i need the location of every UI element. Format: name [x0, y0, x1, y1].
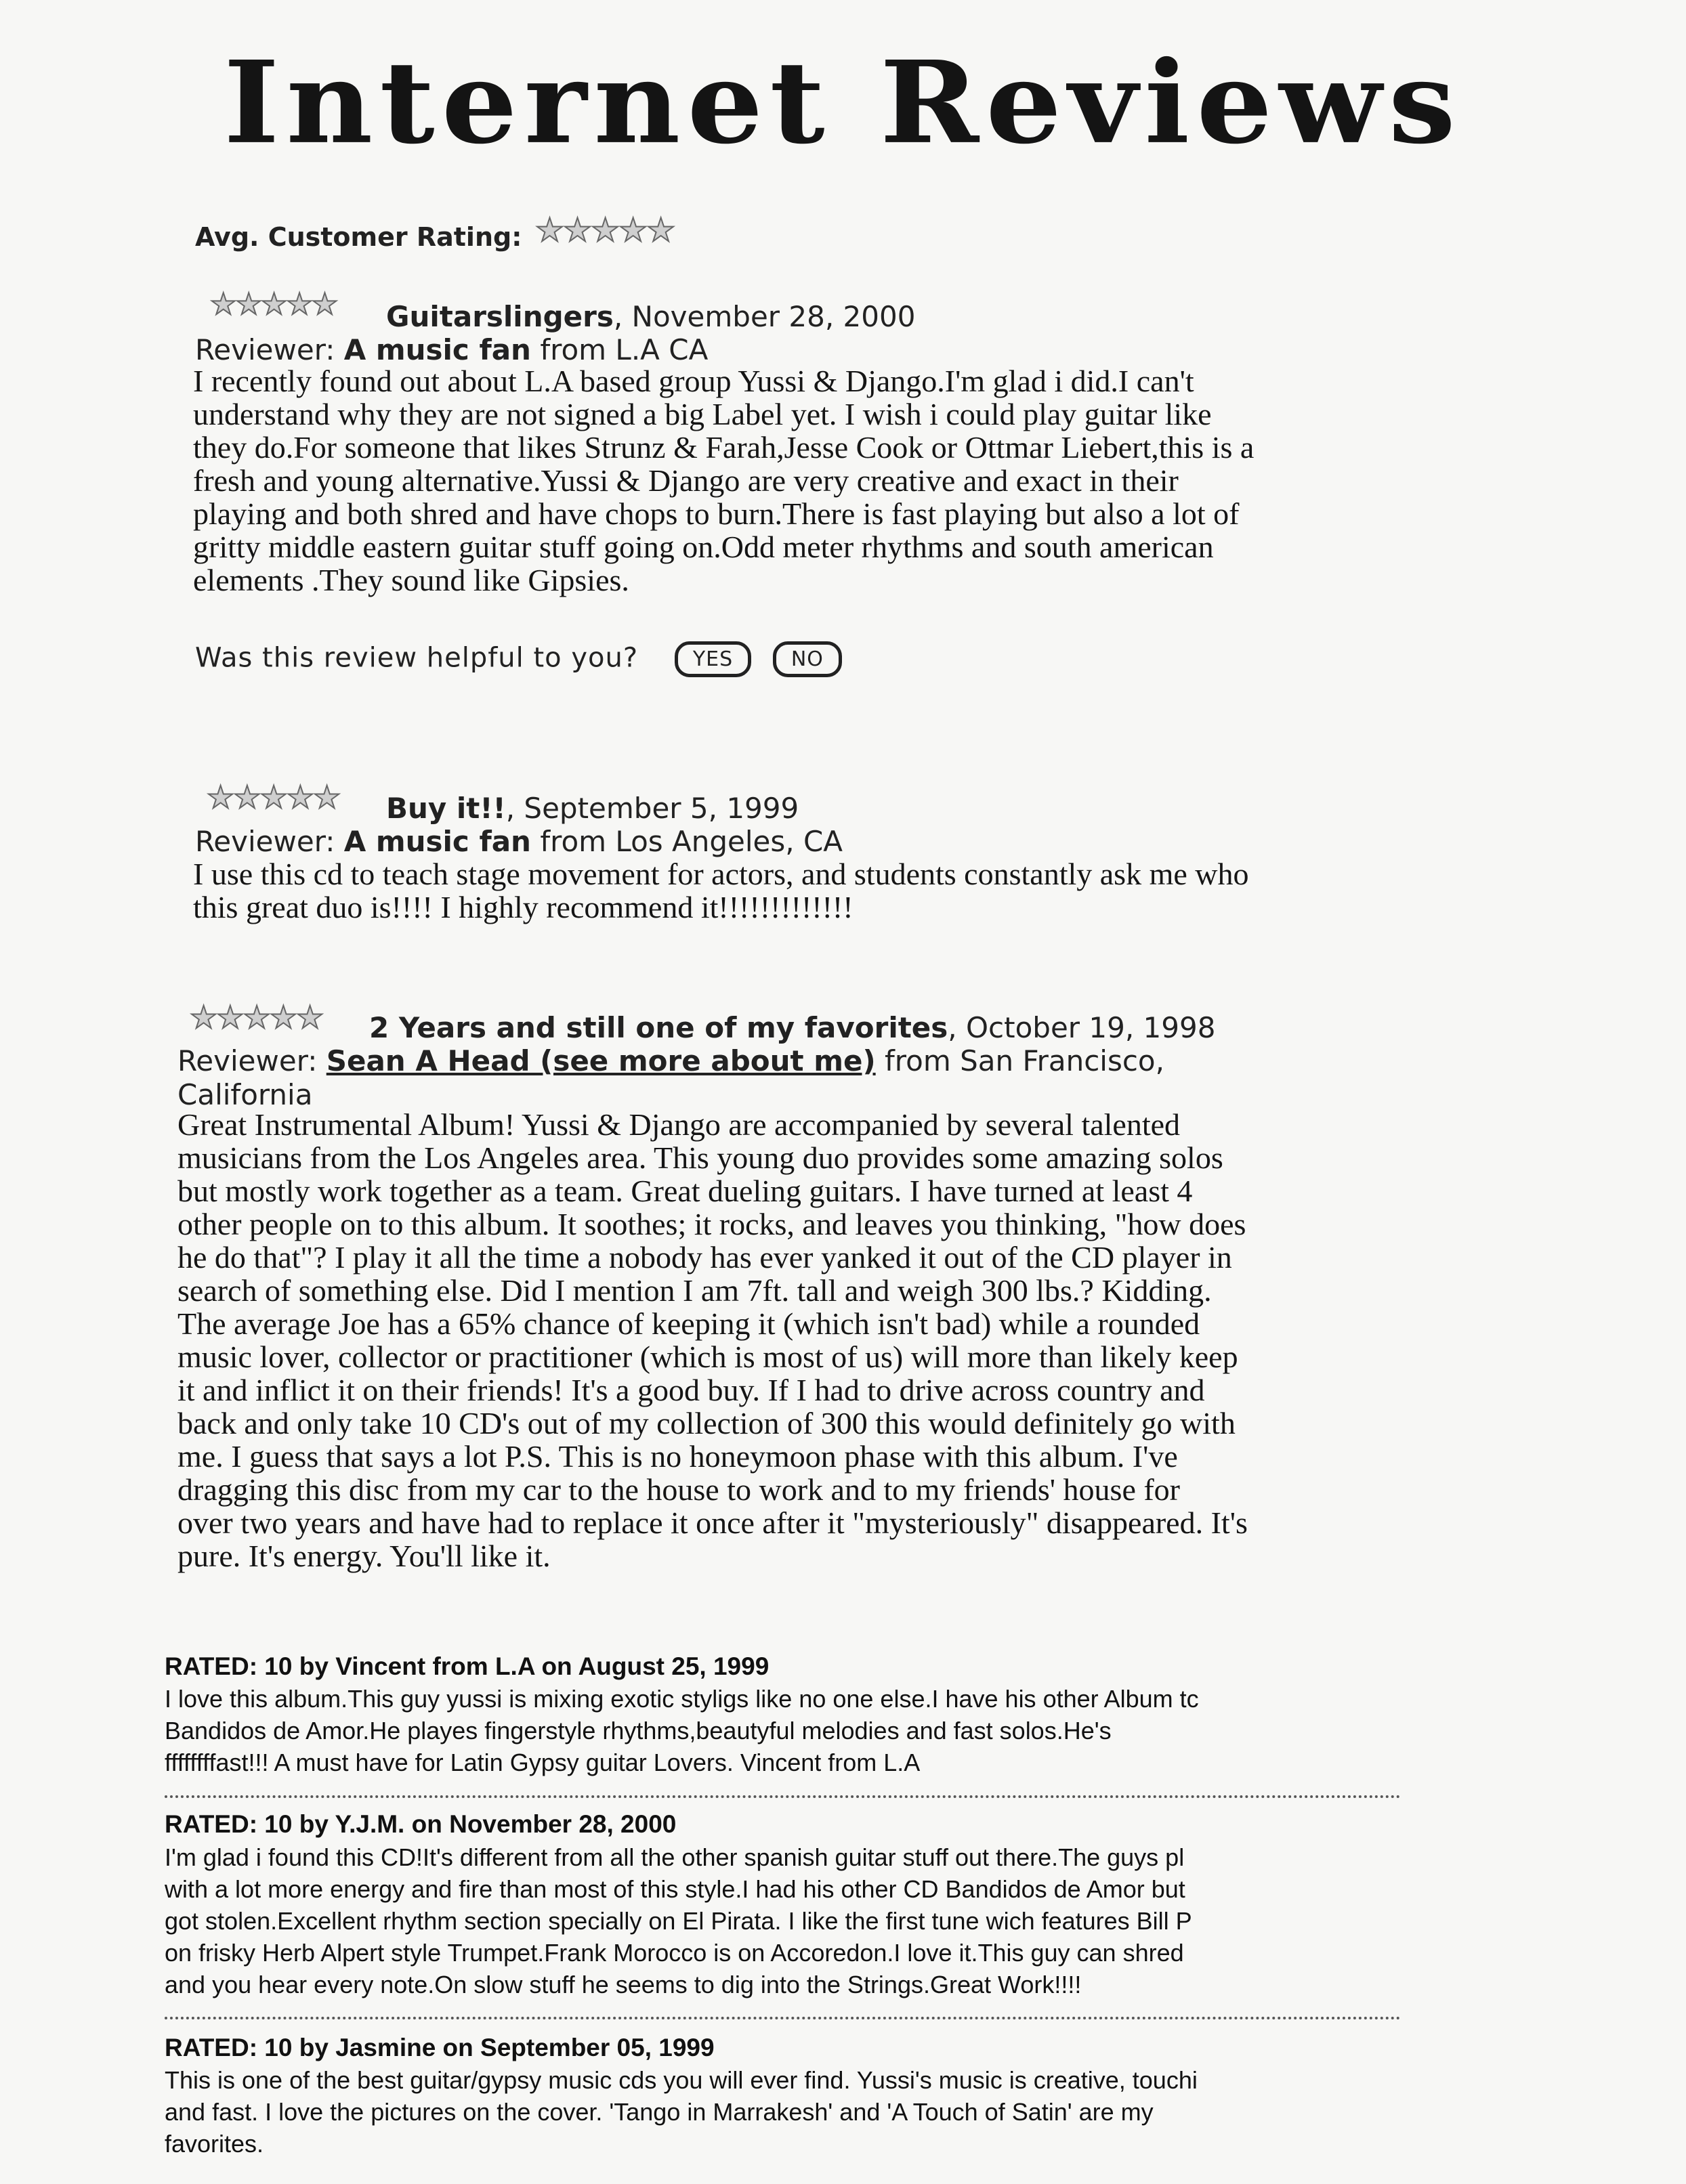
reviewer-name: A music fan: [343, 825, 531, 858]
review-2-date: , September 5, 1999: [505, 792, 799, 825]
body-line: I love this album.This guy yussi is mixing exotic styligs like no one else.I have his other Album tc: [165, 1685, 1199, 1713]
review-2-title: Buy it!!: [386, 792, 506, 825]
helpful-row: [195, 641, 842, 677]
body-line: got stolen.Excellent rhythm section specially on El Pirata. I like the first tune wich features Bill P: [165, 1907, 1192, 1935]
review-1-date: , November 28, 2000: [613, 300, 916, 333]
review-3-body: [177, 1108, 1248, 1572]
body-line: I'm glad i found this CD!It's different from all the other spanish guitar stuff out there.The guys pl: [165, 1843, 1185, 1871]
body-line: Great Instrumental Album! Yussi & Django are accompanied by several talented: [177, 1107, 1181, 1142]
helpful-yes-button[interactable]: YES: [675, 641, 751, 677]
reviewer-prefix: Reviewer:: [177, 1044, 318, 1077]
reviewer-name-link[interactable]: Sean A Head (see more about me): [326, 1044, 876, 1077]
review-3-stars-icon: ★★★★★: [190, 999, 323, 1035]
rated-2-heading: RATED: 10 by Y.J.M. on November 28, 2000: [165, 1810, 677, 1838]
avg-rating-label: Avg. Customer Rating:: [195, 222, 522, 252]
body-line: it and inflict it on their friends! It's a good buy. If I had to drive across country and: [177, 1373, 1205, 1407]
body-line: search of something else. Did I mention I am 7ft. tall and weigh 300 lbs.? Kidding.: [177, 1273, 1212, 1308]
body-line: pure. It's energy. You'll like it.: [177, 1539, 551, 1573]
body-line: elements .They sound like Gipsies.: [193, 563, 629, 597]
review-3-reviewer: [177, 1044, 1164, 1077]
body-line: Bandidos de Amor.He playes fingerstyle rhythms,beautyful melodies and fast solos.He's: [165, 1717, 1112, 1744]
body-line: other people on to this album. It soothes; it rocks, and leaves you thinking, "how does: [177, 1207, 1246, 1241]
body-line: I recently found out about L.A based group Yussi & Django.I'm glad i did.I can't: [193, 364, 1194, 398]
review-1-body: [193, 364, 1254, 597]
review-3-reviewer-from-2: California: [177, 1078, 313, 1111]
divider: [165, 2017, 1401, 2019]
avg-rating-stars-icon: ★★★★★: [535, 211, 675, 249]
body-line: back and only take 10 CD's out of my collection of 300 this would definitely go with: [177, 1406, 1236, 1440]
body-line: musicians from the Los Angeles area. This young duo provides some amazing solos: [177, 1140, 1223, 1175]
body-line: ffffffffast!!! A must have for Latin Gypsy guitar Lovers. Vincent from L.A: [165, 1749, 921, 1776]
body-line: this great duo is!!!! I highly recommend it!!!!!!!!!!!!!: [193, 890, 853, 924]
rated-2-body: [165, 1841, 1401, 2000]
review-1-stars-icon: ★★★★★: [210, 287, 337, 322]
reviewer-from: from San Francisco,: [885, 1044, 1164, 1077]
reviewer-from: from Los Angeles, CA: [540, 825, 843, 858]
helpful-question: Was this review helpful to you?: [195, 642, 639, 674]
body-line: music lover, collector or practitioner (which is most of us) will more than likely keep: [177, 1340, 1238, 1374]
body-line: playing and both shred and have chops to burn.There is fast playing but also a lot of: [193, 496, 1240, 531]
rated-1-heading: RATED: 10 by Vincent from L.A on August 25, 1999: [165, 1652, 770, 1680]
review-2-reviewer: [195, 825, 843, 858]
reviewer-from: from L.A CA: [540, 333, 709, 366]
review-1-title: Guitarslingers: [386, 300, 614, 333]
body-line: he do that"? I play it all the time a nobody has ever yanked it out of the CD player in: [177, 1240, 1232, 1275]
body-line: understand why they are not signed a big Label yet. I wish i could play guitar like: [193, 397, 1212, 431]
review-3-title: 2 Years and still one of my favorites: [369, 1011, 948, 1044]
rated-3-heading: RATED: 10 by Jasmine on September 05, 1999: [165, 2034, 715, 2061]
reviewer-prefix: Reviewer:: [195, 825, 335, 858]
body-line: with a lot more energy and fire than most of this style.I had his other CD Bandidos de Amor but: [165, 1875, 1185, 1903]
rated-3-body: [165, 2064, 1401, 2160]
body-line: gritty middle eastern guitar stuff going on.Odd meter rhythms and south american: [193, 530, 1214, 564]
divider: [165, 1795, 1401, 1798]
body-line: fresh and young alternative.Yussi & Django are very creative and exact in their: [193, 463, 1179, 498]
review-2-header: [386, 792, 799, 825]
rated-1-body: [165, 1683, 1401, 1778]
body-line: favorites.: [165, 2130, 264, 2158]
page-title: Internet Reviews: [224, 36, 1462, 169]
reviewer-name: A music fan: [343, 333, 531, 366]
body-line: I use this cd to teach stage movement for actors, and students constantly ask me who: [193, 857, 1249, 891]
review-1-reviewer: [195, 333, 708, 366]
body-line: they do.For someone that likes Strunz & Farah,Jesse Cook or Ottmar Liebert,this is a: [193, 430, 1255, 465]
review-3-date: , October 19, 1998: [948, 1011, 1216, 1044]
body-line: on frisky Herb Alpert style Trumpet.Frank Morocco is on Accoredon.I love it.This guy can shred: [165, 1939, 1184, 1967]
body-line: over two years and have had to replace it once after it "mysteriously" disappeared. It's: [177, 1505, 1248, 1540]
body-line: dragging this disc from my car to the house to work and to my friends' house for: [177, 1472, 1180, 1507]
helpful-no-button[interactable]: NO: [773, 641, 842, 677]
body-line: The average Joe has a 65% chance of keeping it (which isn't bad) while a rounded: [177, 1306, 1200, 1341]
body-line: This is one of the best guitar/gypsy music cds you will ever find. Yussi's music is creative, touchi: [165, 2066, 1198, 2094]
review-1-header: [386, 300, 915, 333]
body-line: me. I guess that says a lot P.S. This is no honeymoon phase with this album. I've: [177, 1439, 1178, 1474]
review-2-stars-icon: ★★★★★: [207, 779, 340, 815]
review-2-body: [193, 857, 1249, 924]
reviewer-prefix: Reviewer:: [195, 333, 335, 366]
body-line: and you hear every note.On slow stuff he seems to dig into the Strings.Great Work!!!!: [165, 1971, 1082, 1998]
review-3-header: [369, 1011, 1215, 1044]
body-line: but mostly work together as a team. Great dueling guitars. I have turned at least 4: [177, 1174, 1193, 1208]
body-line: and fast. I love the pictures on the cover. 'Tango in Marrakesh' and 'A Touch of Satin' are my: [165, 2098, 1154, 2126]
